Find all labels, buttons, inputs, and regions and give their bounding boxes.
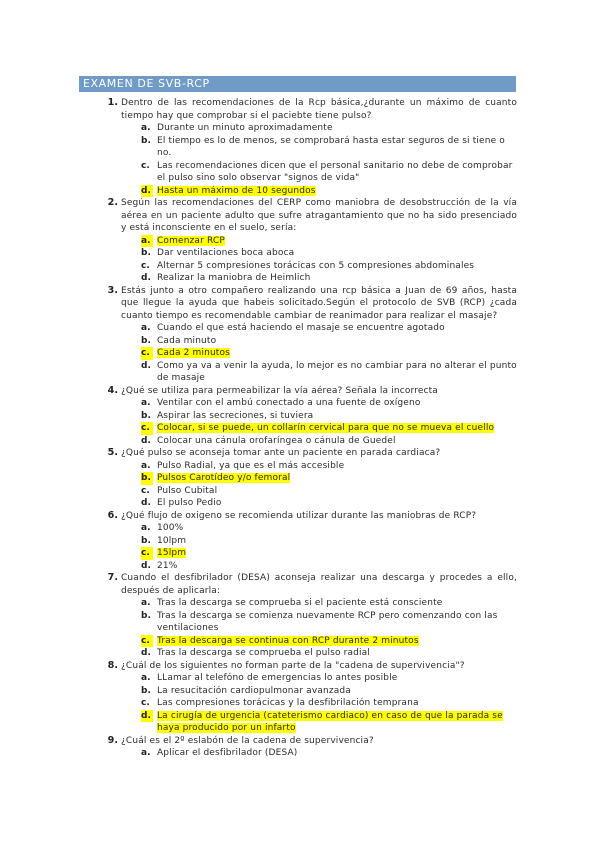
answer-option xyxy=(0,347,599,360)
option-label: Tras la descarga se comprueba el pulso radial xyxy=(157,648,370,658)
option-label: Durante un minuto aproximadamente xyxy=(157,123,333,133)
question-2 xyxy=(0,197,599,285)
option-label: Como ya va a venir la ayuda, lo mejor es no cambiar para no alterar el punto de masaje xyxy=(157,360,517,383)
option-label: Ventilar con el ambú conectado a una fuente de oxígeno xyxy=(157,398,421,408)
answer-option xyxy=(0,610,599,635)
answer-option xyxy=(0,685,599,698)
option-text xyxy=(157,397,517,410)
option-letter: d. xyxy=(141,560,151,571)
option-text xyxy=(157,435,517,448)
option-text xyxy=(157,672,517,685)
option-label: Cada 2 minutos xyxy=(157,348,230,358)
answer-option xyxy=(0,135,599,160)
option-label: Cada minuto xyxy=(157,335,217,346)
answer-option xyxy=(0,535,599,548)
answer-option xyxy=(0,522,599,535)
question-number: 4. xyxy=(107,384,118,396)
option-letter: a. xyxy=(141,673,151,683)
answer-option xyxy=(0,397,599,410)
correct-answer-text xyxy=(157,347,517,360)
option-label: La cirugía de urgencia (cateterismo cardiaco) en caso de que la parada se haya producido por un infarto xyxy=(157,710,503,733)
option-text xyxy=(157,322,517,335)
correct-answer-text xyxy=(157,547,517,560)
answer-option xyxy=(0,235,599,248)
answer-option xyxy=(0,597,599,610)
option-label: Las recomendaciones dicen que el personal sanitario no debe de comprobar el pulso sino solo observar "signos de vida" xyxy=(157,160,513,183)
option-text xyxy=(157,685,517,698)
answer-option xyxy=(0,497,599,510)
answer-option xyxy=(0,335,599,348)
question-text: ¿Qué se utiliza para permeabilizar la vía aérea? Señala la incorrecta xyxy=(121,385,438,396)
correct-answer-text xyxy=(157,422,517,435)
question-text: ¿Qué pulso se aconseja tomar ante un paciente en parada cardiaca? xyxy=(121,448,441,458)
option-label: 21% xyxy=(157,560,178,571)
answer-option xyxy=(0,747,599,760)
option-letter: b. xyxy=(141,410,151,421)
question-3 xyxy=(0,285,599,385)
question-text: ¿Cuál de los siguientes no forman parte de la "cadena de supervivencia"? xyxy=(121,660,465,671)
answer-option xyxy=(0,122,599,135)
option-text xyxy=(157,160,517,185)
option-text xyxy=(157,522,517,535)
correct-answer-text xyxy=(157,635,517,648)
answer-option xyxy=(0,460,599,473)
option-letter: c. xyxy=(141,260,150,271)
question-1 xyxy=(0,97,599,197)
option-letter: a. xyxy=(141,523,151,533)
answer-option xyxy=(0,647,599,660)
correct-answer-text xyxy=(157,472,517,485)
option-letter: b. xyxy=(141,135,151,146)
option-text xyxy=(157,560,517,573)
option-label: Pulso Radial, ya que es el más accesible xyxy=(157,460,345,471)
question-text: Estás junto a otro compañero realizando una rcp básica a Juan de 69 años, hasta que llegue la ayuda que habeis solicitado.Según el protocolo de SVB (RCP) ¿cada cuanto tiempo es recomendable cambiar de reanimador para realizar el masaje? xyxy=(121,285,517,321)
question-6 xyxy=(0,510,599,573)
option-text xyxy=(157,272,517,285)
question-text: Según las recomendaciones del CERP como maniobra de desobstrucción de la vía aérea en un paciente adulto que sufre atragantamiento que no ha sido presenciado y está inconsciente en el suelo, sería: xyxy=(121,198,517,233)
option-letter: d. xyxy=(141,648,151,658)
option-letter: c. xyxy=(141,160,150,171)
option-label: Alternar 5 compresiones torácicas con 5 compresiones abdominales xyxy=(157,260,475,271)
question-text: Dentro de las recomendaciones de la Rcp básica,¿durante un máximo de cuanto tiempo hay que comprobar si el paciebte tiene pulso? xyxy=(121,98,517,121)
option-text xyxy=(157,747,517,760)
option-text xyxy=(157,697,517,710)
option-text xyxy=(157,260,517,273)
option-letter: c. xyxy=(141,485,150,496)
option-letter: a. xyxy=(141,323,151,333)
option-letter: d. xyxy=(141,710,153,723)
option-label: Realizar la maniobra de Heimlich xyxy=(157,273,311,283)
option-letter: a. xyxy=(141,123,151,133)
answer-option xyxy=(0,247,599,260)
option-label: Aspirar las secreciones, si tuviera xyxy=(157,410,314,421)
option-letter: b. xyxy=(141,335,151,346)
answer-option xyxy=(0,185,599,198)
option-label: Comenzar RCP xyxy=(157,235,225,246)
option-letter: a. xyxy=(141,598,151,608)
question-text: ¿Cuál es el 2º eslabón de la cadena de supervivencia? xyxy=(121,735,374,746)
option-label: Tras la descarga se continua con RCP durante 2 minutos xyxy=(157,635,419,646)
question-number: 6. xyxy=(107,509,118,521)
option-label: Tras la descarga se comienza nuevamente RCP pero comenzando con las ventilaciones xyxy=(157,610,498,633)
answer-option xyxy=(0,672,599,685)
option-label: Cuando el que está haciendo el masaje se encuentre agotado xyxy=(157,323,445,333)
option-label: Dar ventilaciones boca aboca xyxy=(157,248,295,258)
option-letter: b. xyxy=(141,535,151,546)
question-list xyxy=(0,97,599,760)
question-number: 9. xyxy=(107,734,118,746)
option-letter: b. xyxy=(141,685,151,696)
answer-option xyxy=(0,710,599,735)
option-text xyxy=(157,122,517,135)
correct-answer-text xyxy=(157,185,517,198)
option-letter: c. xyxy=(141,422,153,435)
question-number: 8. xyxy=(107,659,118,671)
answer-option xyxy=(0,697,599,710)
answer-option xyxy=(0,547,599,560)
answer-option xyxy=(0,360,599,385)
answer-option xyxy=(0,635,599,648)
option-text xyxy=(157,610,517,635)
option-text xyxy=(157,360,517,385)
option-label: Colocar una cánula orofaríngea o cánula de Guedel xyxy=(157,435,396,446)
question-5 xyxy=(0,447,599,510)
option-letter: c. xyxy=(141,698,150,708)
correct-answer-text xyxy=(157,710,517,735)
answer-option xyxy=(0,410,599,423)
option-letter: d. xyxy=(141,498,151,508)
option-label: El tiempo es lo de menos, se comprobará hasta estar seguros de si tiene o no. xyxy=(157,135,505,158)
option-text xyxy=(157,335,517,348)
option-letter: c. xyxy=(141,347,153,360)
option-text xyxy=(157,410,517,423)
question-number: 3. xyxy=(107,284,118,296)
question-number: 5. xyxy=(107,447,118,458)
option-letter: d. xyxy=(141,435,151,446)
answer-option xyxy=(0,260,599,273)
option-letter: a. xyxy=(141,235,153,248)
option-text xyxy=(157,247,517,260)
option-letter: a. xyxy=(141,398,151,408)
answer-option xyxy=(0,272,599,285)
correct-answer-text xyxy=(157,235,517,248)
question-8 xyxy=(0,660,599,735)
question-number: 7. xyxy=(107,572,118,583)
option-letter: c. xyxy=(141,635,153,648)
question-4 xyxy=(0,385,599,448)
option-label: LLamar al telefóno de emergencias lo antes posible xyxy=(157,673,398,683)
question-7 xyxy=(0,572,599,660)
option-letter: d. xyxy=(141,360,151,371)
answer-option xyxy=(0,322,599,335)
question-number: 1. xyxy=(107,97,118,108)
option-label: Pulso Cubital xyxy=(157,485,218,496)
option-label: Colocar, si se puede, un collarín cervical para que no se mueva el cuello xyxy=(157,423,495,433)
option-text xyxy=(157,497,517,510)
option-text xyxy=(157,647,517,660)
answer-option xyxy=(0,472,599,485)
option-label: Hasta un máximo de 10 segundos xyxy=(157,185,316,196)
option-letter: b. xyxy=(141,248,151,258)
answer-option xyxy=(0,422,599,435)
question-text: ¿Qué flujo de oxigeno se recomienda utilizar durante las maniobras de RCP? xyxy=(121,510,477,521)
question-9 xyxy=(0,735,599,760)
option-text xyxy=(157,535,517,548)
option-text xyxy=(157,135,517,160)
option-label: La resucitación cardiopulmonar avanzada xyxy=(157,685,351,696)
option-text xyxy=(157,597,517,610)
option-label: Tras la descarga se comprueba si el paciente está consciente xyxy=(157,598,443,608)
option-letter: c. xyxy=(141,547,153,560)
answer-option xyxy=(0,560,599,573)
option-label: 10lpm xyxy=(157,535,187,546)
option-letter: a. xyxy=(141,748,151,758)
option-label: Pulsos Carotídeo y/o femoral xyxy=(157,473,291,483)
answer-option xyxy=(0,435,599,448)
answer-option xyxy=(0,485,599,498)
option-label: El pulso Pedio xyxy=(157,498,222,508)
option-letter: a. xyxy=(141,460,151,471)
option-label: Aplicar el desfibrilador (DESA) xyxy=(157,748,298,758)
option-label: 15lpm xyxy=(157,548,187,558)
option-text xyxy=(157,485,517,498)
option-text xyxy=(157,460,517,473)
option-label: 100% xyxy=(157,523,184,533)
option-label: Las compresiones torácicas y la desfibrilación temprana xyxy=(157,698,419,708)
option-letter: b. xyxy=(141,472,153,485)
question-text: Cuando el desfibrilador (DESA) aconseja realizar una descarga y procedes a ello, después de aplicarla: xyxy=(121,573,517,596)
answer-option xyxy=(0,160,599,185)
option-letter: d. xyxy=(141,185,153,198)
option-letter: b. xyxy=(141,610,151,621)
question-number: 2. xyxy=(107,197,118,208)
exam-title: EXAMEN DE SVB-RCP xyxy=(79,76,516,92)
option-letter: d. xyxy=(141,273,151,283)
